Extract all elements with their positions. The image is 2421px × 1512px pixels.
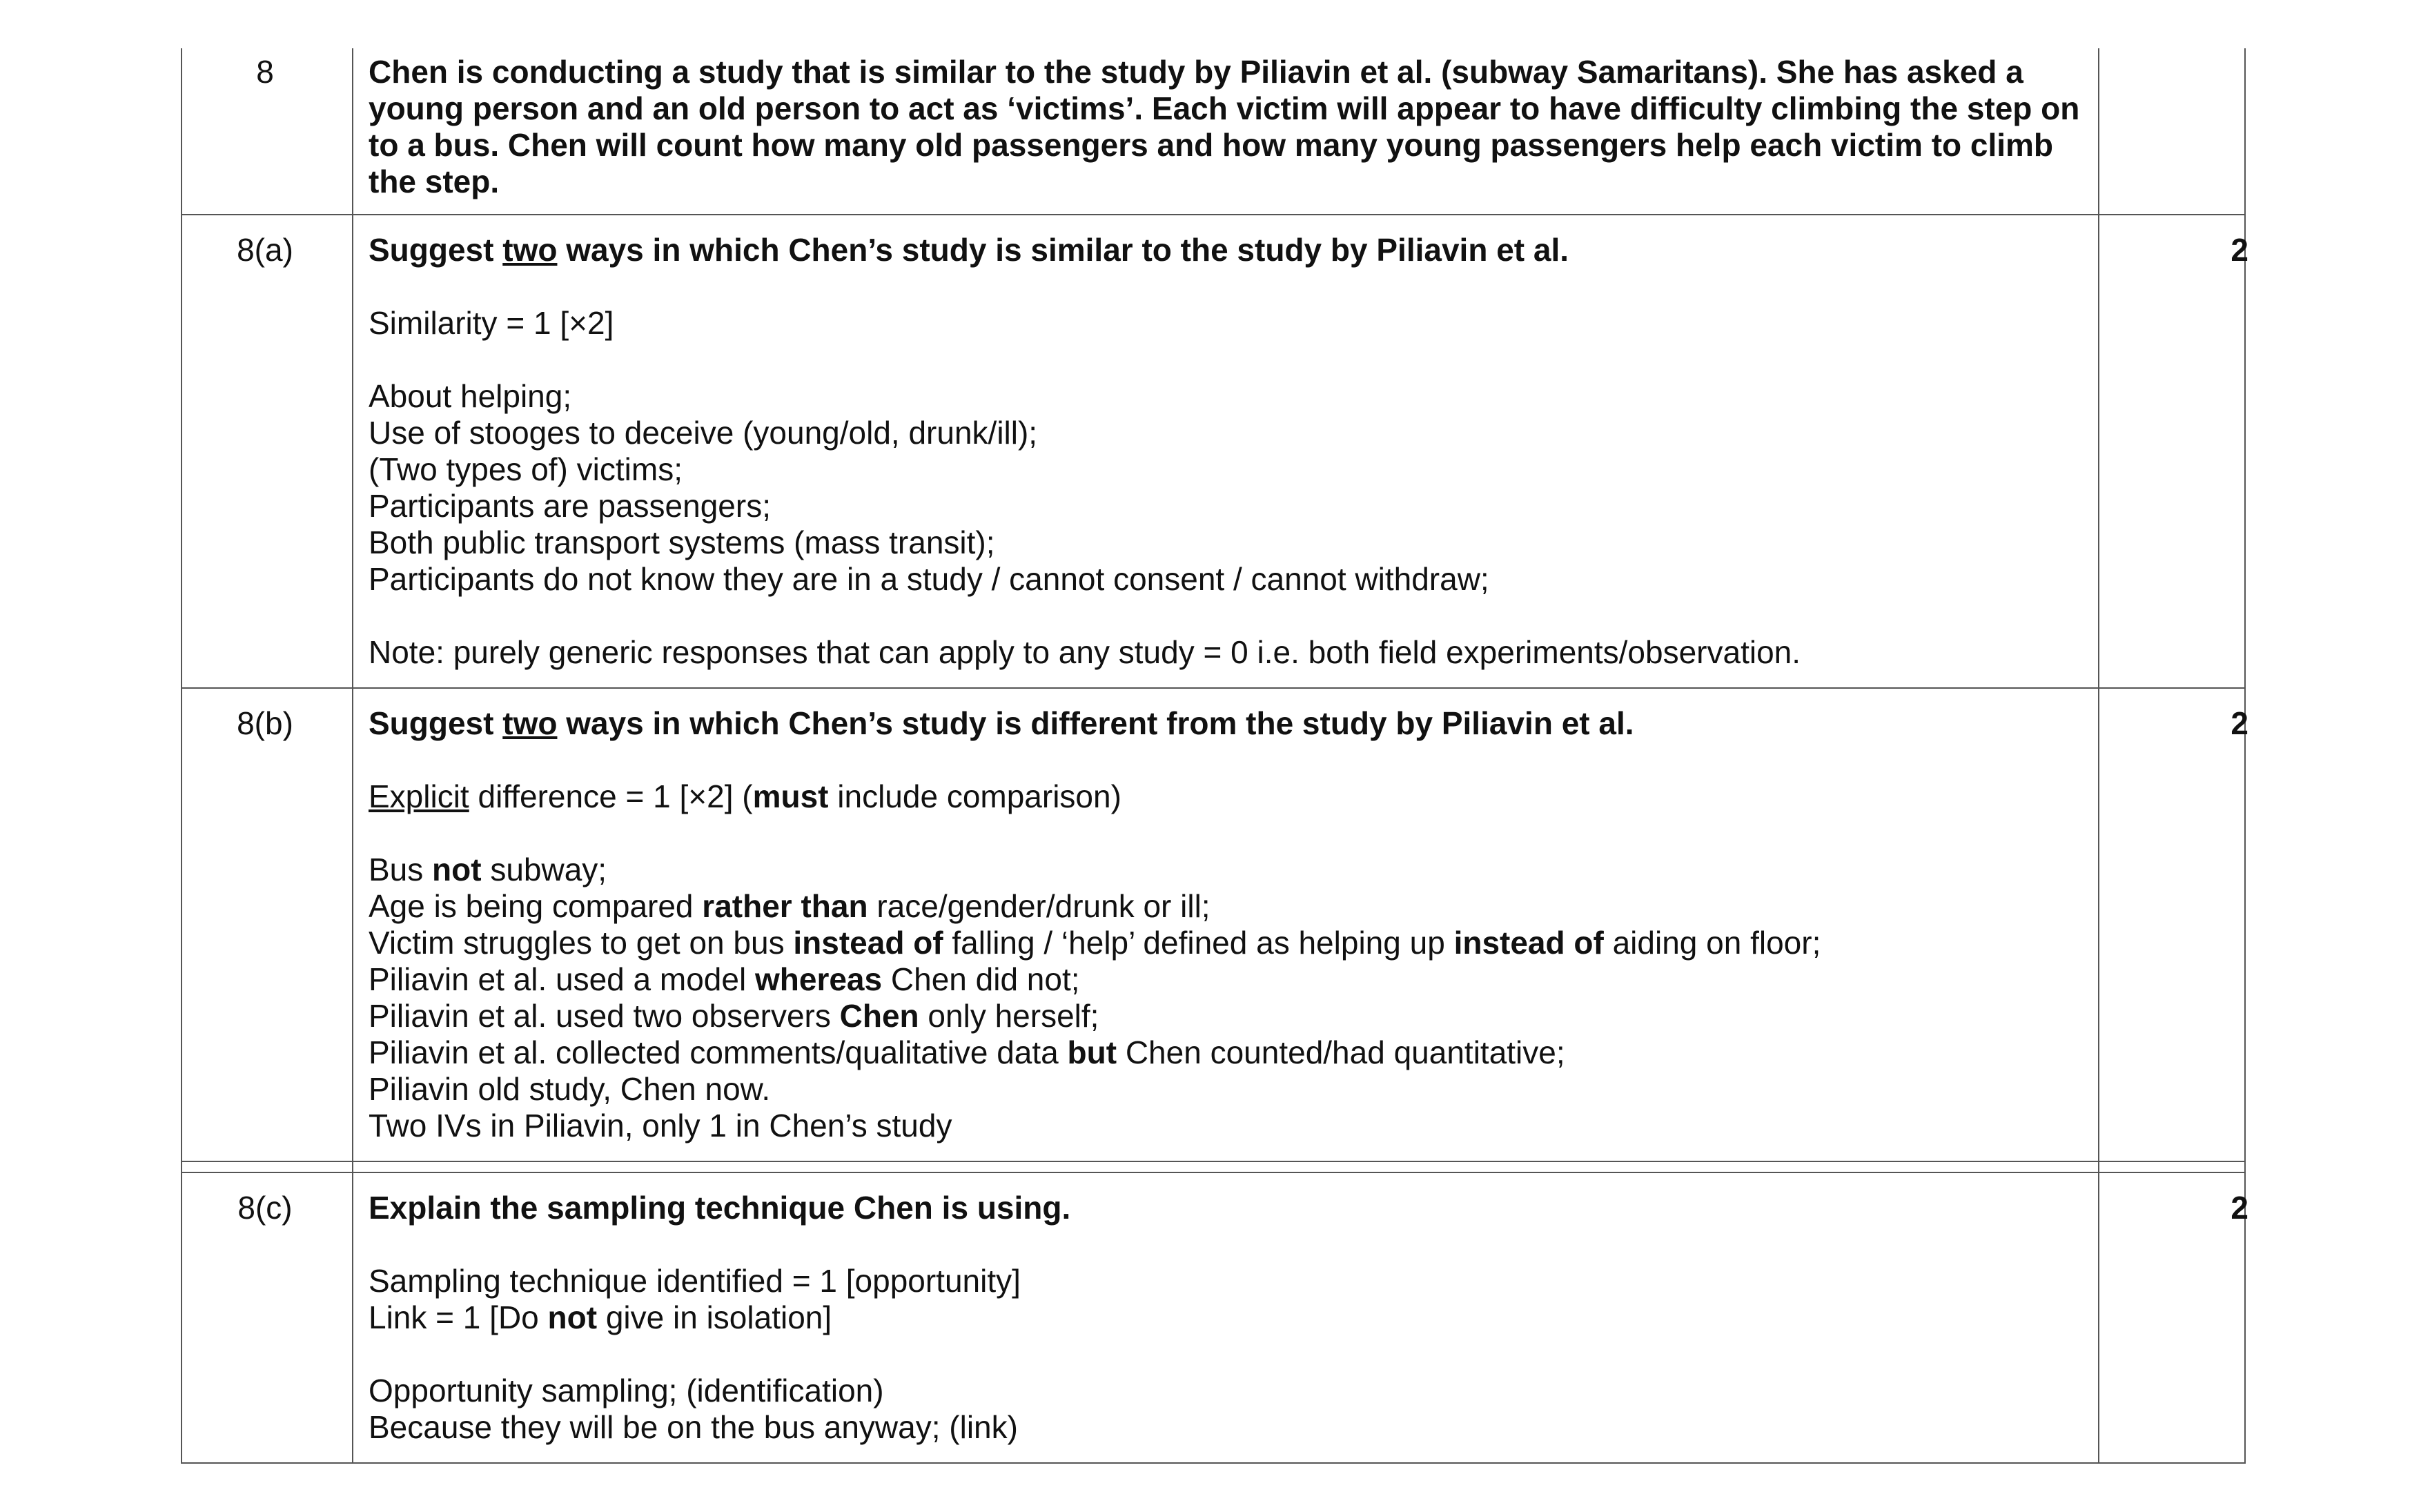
answer-point: Age is being compared rather than race/gender/drunk or ill; (369, 888, 1210, 924)
emphasis-underline: two (502, 705, 558, 741)
question-8-row (182, 48, 2245, 215)
answer-point: Opportunity sampling; (identification) (369, 1373, 884, 1408)
answer-point: Participants do not know they are in a study / cannot consent / cannot withdraw; (369, 561, 1489, 597)
answer-point: (Two types of) victims; (369, 451, 683, 487)
answer-point: Victim struggles to get on bus instead of falling / ‘help’ defined as helping up instead of aiding on floor; (369, 925, 1821, 961)
answer-point: Piliavin et al. used a model whereas Chen did not; (369, 961, 1080, 997)
question-stem: Chen is conducting a study that is similar to the study by Piliavin et al. (subway Samaritans). She has asked a young person and an old person to act as ‘victims’. Each victim will appear to have difficulty climbing the step on to a bus. Chen will count how many old passengers and how many young passengers help each victim to climb the step. (369, 54, 2080, 199)
question-number: 8 (182, 48, 353, 215)
question-8b-row (182, 688, 2245, 1161)
marks-value: 2 (2231, 1190, 2248, 1226)
answer-point: Use of stooges to deceive (young/old, drunk/ill); (369, 415, 1038, 451)
marks-value: 2 (2231, 705, 2248, 741)
emphasis-underline: two (502, 232, 558, 268)
marking-scheme: Sampling technique identified = 1 [opportunity] (369, 1263, 1021, 1299)
question-8a-row (182, 215, 2245, 688)
row-separator (182, 1161, 2245, 1172)
question-8c-row (182, 1172, 2245, 1463)
answer-point: Both public transport systems (mass transit); (369, 524, 995, 560)
marks-cell (2099, 48, 2245, 215)
question-text: Explain the sampling technique Chen is using. (369, 1190, 1071, 1226)
answer-point: Piliavin et al. collected comments/qualitative data but Chen counted/had quantitative; (369, 1034, 1565, 1070)
question-number: 8(b) (182, 688, 353, 1161)
marking-note: Note: purely generic responses that can apply to any study = 0 i.e. both field experiments/observation. (369, 634, 1801, 670)
question-text: Suggest two ways in which Chen’s study is different from the study by Piliavin et al. (369, 705, 1634, 741)
question-number: 8(a) (182, 215, 353, 688)
mark-scheme-page (181, 0, 2248, 1512)
answer-point: Two IVs in Piliavin, only 1 in Chen’s study (369, 1108, 952, 1143)
answer-point: About helping; (369, 378, 572, 414)
answer-point: Piliavin old study, Chen now. (369, 1071, 771, 1107)
mark-scheme-table (181, 48, 2246, 1464)
question-text: Suggest two ways in which Chen’s study is similar to the study by Piliavin et al. (369, 232, 1569, 268)
marks-value: 2 (2231, 232, 2248, 268)
marking-scheme: Similarity = 1 [×2] (369, 305, 614, 341)
answer-point: Piliavin et al. used two observers Chen only herself; (369, 998, 1099, 1034)
marking-scheme: Explicit difference = 1 [×2] (must include comparison) (369, 778, 1121, 814)
answer-point: Because they will be on the bus anyway; (link) (369, 1409, 1018, 1445)
question-number: 8(c) (182, 1172, 353, 1463)
answer-point: Bus not subway; (369, 852, 607, 887)
answer-point: Participants are passengers; (369, 488, 771, 524)
marking-scheme: Link = 1 [Do not give in isolation] (369, 1299, 832, 1335)
